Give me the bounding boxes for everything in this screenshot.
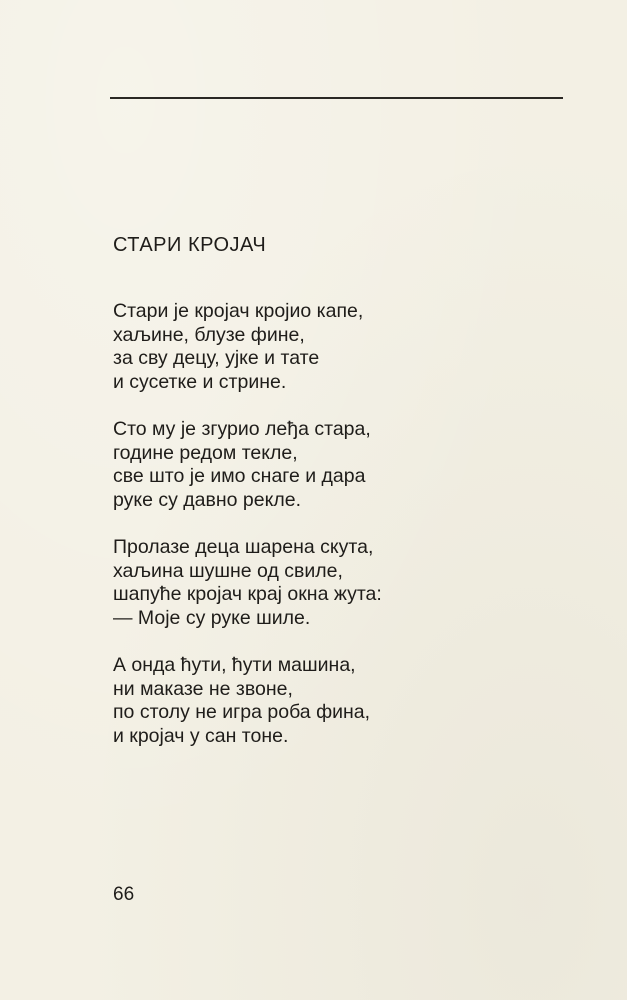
poem-line: хаљине, блузе фине, xyxy=(113,323,305,346)
poem-line: ни маказе не звоне, xyxy=(113,677,293,700)
poem-line: А онда ћути, ћути машина, xyxy=(113,654,356,676)
poem-line: Стари је кројач кројио капе, xyxy=(113,300,364,322)
poem-line: за сву децу, ујке и тате xyxy=(113,347,320,369)
poem-line: све што је имо снаге и дара xyxy=(113,465,366,487)
header-rule xyxy=(110,97,563,99)
poem-line: руке су давно рекле. xyxy=(113,488,302,511)
poem-line: хаљина шушне од свиле, xyxy=(113,559,343,582)
poem-line: Сто му је згурио леђа стара, xyxy=(113,418,371,440)
poem-line: и кројач у сан тоне. xyxy=(113,724,289,747)
poem-title: СТАРИ КРОЈАЧ xyxy=(113,234,267,256)
poem-line: године редом текле, xyxy=(113,441,298,464)
stanza-1 xyxy=(113,300,553,394)
stanza-4 xyxy=(113,654,553,748)
poem-line: шапуће кројач крај окна жута: xyxy=(113,583,382,605)
poem-line: по столу не игра роба фина, xyxy=(113,701,371,723)
poem-body xyxy=(113,300,553,772)
poem-line: — Моје су руке шиле. xyxy=(113,606,311,629)
page-number: 66 xyxy=(113,884,135,905)
poem-line: и сусетке и стрине. xyxy=(113,370,287,393)
poem-line: Пролазе деца шарена скута, xyxy=(113,536,374,558)
stanza-3 xyxy=(113,536,553,630)
stanza-2 xyxy=(113,418,553,512)
